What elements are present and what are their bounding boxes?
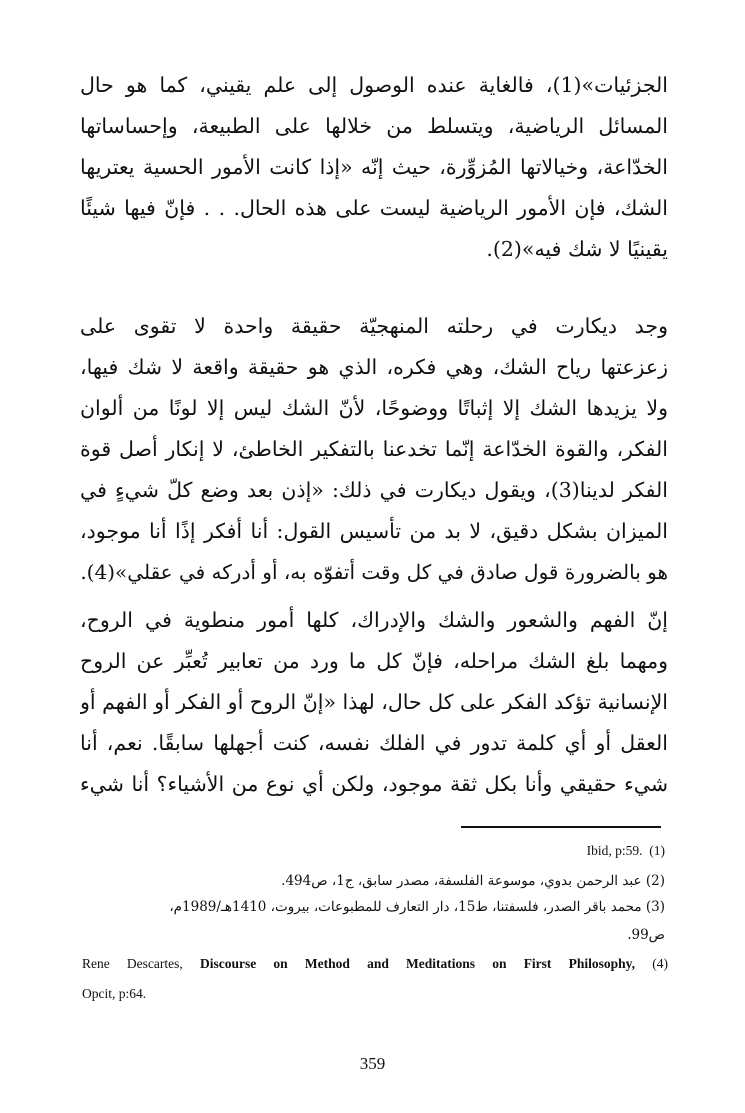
text-line: إنّ الفهم والشعور والشك والإدراك، كلها أمور منطوية في الروح، [80, 608, 668, 632]
text-line: يقينيًا لا شك فيه»(2). [486, 237, 668, 261]
text-line: الفكر لدينا(3)، ويقول ديكارت في ذلك: «إذن بعد وضع كلّ شيءٍ في [80, 478, 668, 502]
text-line: الإنسانية تؤكد الفكر على كل حال، لهذا «إنّ الروح أو الفكر أو الفهم أو [80, 690, 668, 714]
footnote-4 [82, 955, 668, 973]
text-line: العقل أو أي كلمة تدور في الفلك نفسه، كنت أجهلها سابقًا. نعم، أنا [80, 731, 668, 755]
footnote-3-continued: ص99. [627, 927, 665, 943]
text-line: الخدّاعة، وخيالاتها المُزوِّرة، حيث إنّه «إذا كانت الأمور الحسية يعتريها [80, 155, 668, 179]
footnote-4-continued: Opcit, p:64. [82, 986, 147, 1001]
text-line: ومهما بلغ الشك مراحله، فإنّ كل ما ورد من تعابير تُعبِّر عن الروح [80, 649, 668, 673]
text-line: وجد ديكارت في رحلته المنهجيّة حقيقة واحدة لا تقوى على [80, 314, 668, 338]
text-line: الميزان بشكل دقيق، لا بد من تأسيس القول: أنا أفكر إذًا أنا موجود، [80, 519, 668, 543]
text-line: هو بالضرورة قول صادق في كل وقت أتفوّه به، أو أدركه في عقلي»(4). [80, 560, 668, 584]
footnote-1-number: (1) [649, 843, 665, 858]
footnote-4-title: Discourse on Method and Meditations on First Philosophy, [199, 956, 636, 971]
paragraph-3 [80, 600, 668, 805]
text-line: شيء حقيقي وأنا بكل ثقة موجود، ولكن أي نوع من الأشياء؟ أنا شيء [80, 772, 668, 796]
footnote-separator [461, 826, 661, 828]
page-number: 359 [359, 1054, 386, 1073]
paragraph-1 [80, 65, 668, 270]
text-line: المسائل الرياضية، ويتسلط من خلالها على الطبيعة، وإحساساتها [80, 114, 668, 138]
footnote-1 [587, 842, 665, 860]
text-line: الجزئيات»(1)، فالغاية عنده الوصول إلى علم يقيني، كما هو حال [80, 73, 668, 97]
text-line: الشك، فإن الأمور الرياضية ليست على هذه الحال. . . فإنّ فيها شيئًا [80, 196, 668, 220]
footnote-3: (3) محمد باقر الصدر، فلسفتنا، ط15، دار التعارف للمطبوعات، بيروت، 1410هـ/1989م، [169, 899, 665, 915]
footnote-4-number: (4) [652, 956, 668, 971]
text-line: زعزعتها رياح الشك، وهي فكره، الذي هو حقيقة واقعة لا شك فيها، [80, 355, 668, 379]
footnote-1-text: Ibid, p:59. [586, 843, 643, 858]
footnote-4-author: Rene Descartes, [82, 956, 200, 971]
paragraph-2 [80, 306, 668, 593]
text-line: ولا يزيدها الشك إلا إثباتًا ووضوحًا، لأنّ الشك ليس إلا لونًا من ألوان [80, 396, 668, 420]
footnote-2: (2) عبد الرحمن بدوي، موسوعة الفلسفة، مصدر سابق، ج1، ص494. [281, 873, 665, 889]
text-line: الفكر، والقوة الخدّاعة إنّما تخدعنا بالتفكير الخاطئ، لا إنكار أصل قوة [80, 437, 668, 461]
